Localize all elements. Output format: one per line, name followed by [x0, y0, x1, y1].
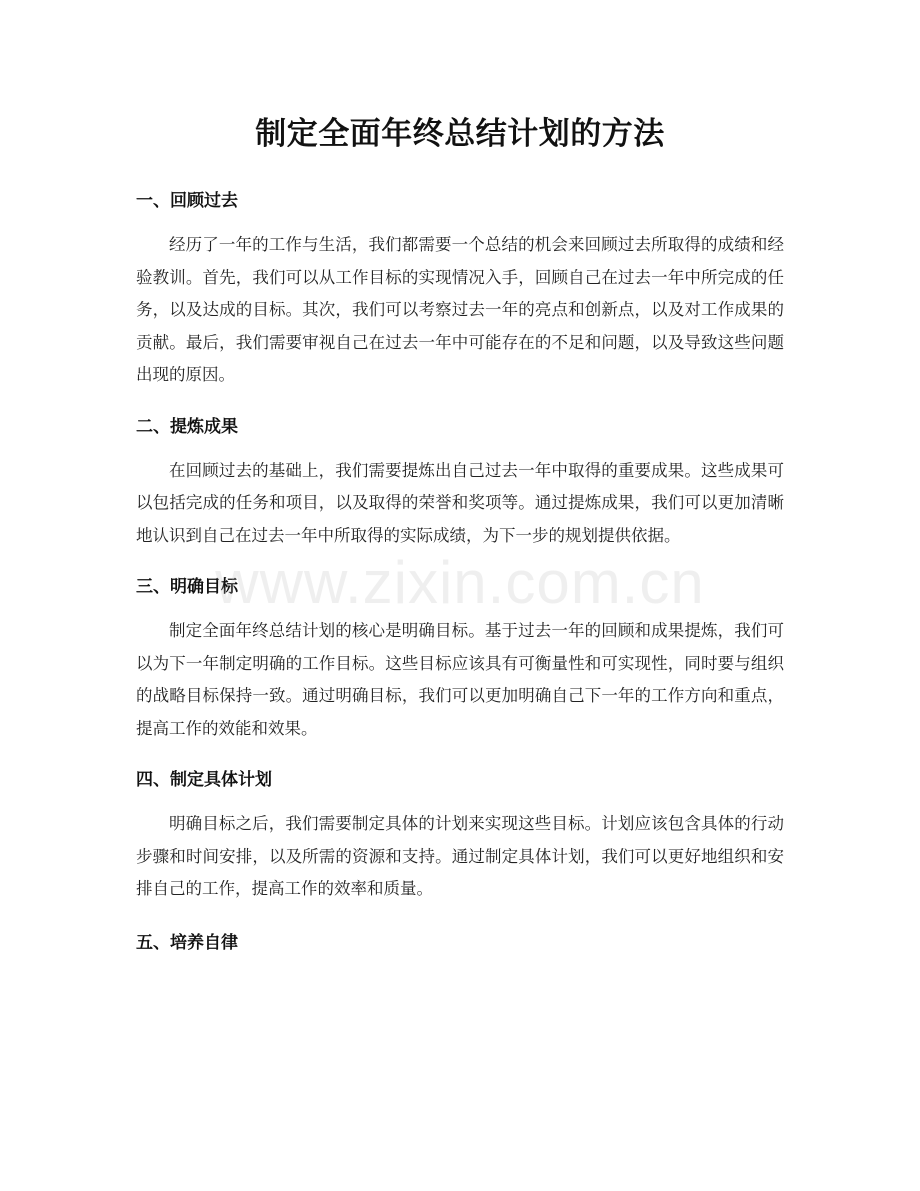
section-heading: 四、制定具体计划 [136, 770, 272, 790]
section-paragraph: 明确目标之后，我们需要制定具体的计划来实现这些目标。计划应该包含具体的行动步骤和时间安排，以及所需的资源和支持。通过制定具体计划，我们可以更好地组织和安排自己的工作，提高工作的效率和质量。 [136, 814, 784, 898]
watermark: www.zixin.com.cn [215, 549, 705, 616]
section-paragraph: 制定全面年终总结计划的核心是明确目标。基于过去一年的回顾和成果提炼，我们可以为下一年制定明确的工作目标。这些目标应该具有可衡量性和可实现性，同时要与组织的战略目标保持一致。通过明确目标，我们可以更加明确自己下一年的工作方向和重点，提高工作的效能和效果。 [136, 621, 784, 738]
section-heading: 二、提炼成果 [136, 416, 238, 437]
section-heading: 三、明确目标 [136, 577, 238, 597]
section-make-plan [136, 767, 784, 906]
section-clarify-goals [136, 574, 784, 745]
section-paragraph: 经历了一年的工作与生活，我们都需要一个总结的机会来回顾过去所取得的成绩和经验教训。首先，我们可以从工作目标的实现情况入手，回顾自己在过去一年中所完成的任务，以及达成的目标。其次，我们可以考察过去一年的亮点和创新点，以及对工作成果的贡献。最后，我们需要审视自己在过去一年中可能存在的不足和问题，以及导致这些问题出现的原因。 [136, 235, 784, 384]
section-review-past [136, 188, 784, 392]
section-heading: 五、培养自律 [136, 932, 238, 953]
section-paragraph: 在回顾过去的基础上，我们需要提炼出自己过去一年中取得的重要成果。这些成果可以包括完成的任务和项目，以及取得的荣誉和奖项等。通过提炼成果，我们可以更加清晰地认识到自己在过去一年中所取得的实际成绩，为下一步的规划提供依据。 [136, 460, 784, 545]
section-self-discipline [136, 930, 784, 956]
section-refine-results [136, 414, 784, 553]
document-title: 制定全面年终总结计划的方法 [255, 116, 665, 152]
section-heading: 一、回顾过去 [136, 191, 238, 211]
